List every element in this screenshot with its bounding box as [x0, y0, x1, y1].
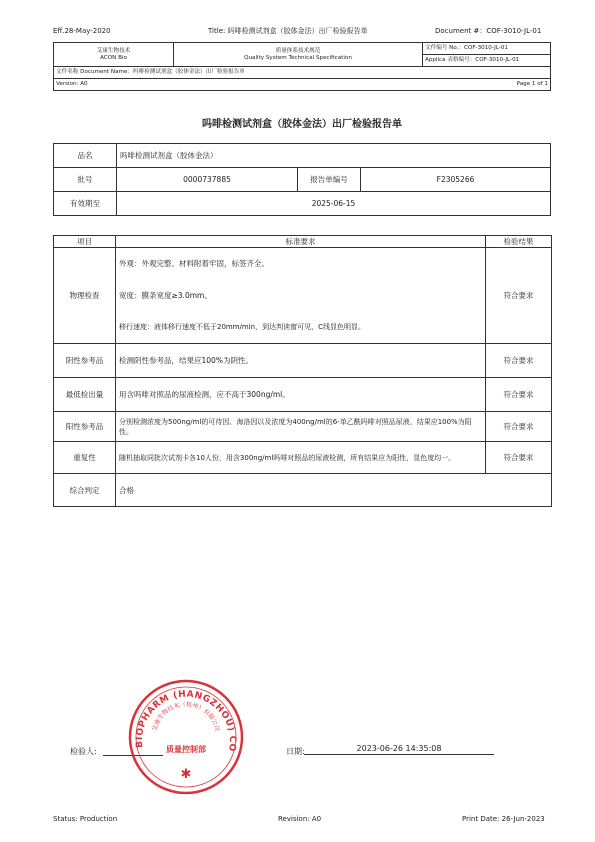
- row-negative-result: 符合要求: [486, 344, 552, 378]
- doc-type-en: Quality System Technical Specification: [244, 54, 352, 61]
- stamp-outer-text: BIOPHARM (HANGZHOU) CO: [134, 689, 238, 753]
- row-positive-result: 符合要求: [486, 412, 552, 442]
- negative-req: 检测阴性参考品，结果应100%为阴性。: [116, 344, 486, 378]
- company-cell: [54, 43, 174, 67]
- info-table: [53, 143, 551, 216]
- row-physical-result: 符合要求: [486, 248, 552, 344]
- version-cell: Version: A0: [54, 79, 423, 91]
- repeat-req: 随机抽取同批次试剂卡各10人份，用含300ng/ml吗啡对照品的尿液检测，所有结果应为阳性，显色度均一。: [116, 442, 486, 474]
- conclusion-value: 合格: [116, 474, 552, 507]
- lod-req: 用含吗啡对照品的尿液检测，应不高于300ng/ml。: [116, 378, 486, 412]
- row-negative-item: 阴性参考品: [54, 344, 116, 378]
- report-no-value: F2305266: [361, 168, 551, 192]
- row-positive-item: 阳性参考品: [54, 412, 116, 442]
- results-table: [53, 235, 552, 507]
- lot-value: 0000737885: [117, 168, 298, 192]
- product-name-value: 吗啡检测试剂盒（胶体金法）: [117, 144, 551, 168]
- positive-req: 分别检测浓度为500ng/ml的可待因、海洛因以及浓度为400ng/ml的6-单乙酰吗啡对照品尿液，结果应100%为阳性。: [116, 412, 486, 442]
- stamp-center-text: 质量控制部: [166, 745, 206, 754]
- physical-req-width: 宽度：膜条宽度≥3.0mm。: [116, 280, 486, 312]
- document-number: Document #：COF-3010-JL-01: [435, 27, 542, 35]
- header-table: [53, 42, 551, 91]
- product-name-label: 品名: [54, 144, 117, 168]
- doc-type-cn: 质量体系技术规范: [275, 47, 321, 54]
- footer-status: Status: Production: [53, 815, 118, 823]
- stamp-inner-text: 艾康生物技术（杭州）有限公司: [151, 701, 221, 732]
- col-header-requirement: 标准要求: [116, 236, 486, 248]
- document-title: Title: 吗啡检测试剂盒（胶体金法）出厂检验报告单: [208, 27, 368, 35]
- date-label: 日期:: [286, 747, 305, 756]
- expiry-value: 2025-06-15: [117, 192, 551, 216]
- page-cell: Page 1 of 1: [423, 79, 551, 91]
- stamp-star-icon: ✱: [180, 767, 192, 782]
- col-header-item: 项目: [54, 236, 116, 248]
- physical-req-speed: 移行速度：液体移行速度不低于20mm/min，到达判读窗可见，C线显色明显。: [116, 312, 486, 344]
- row-lod-result: 符合要求: [486, 378, 552, 412]
- doc-name-cell: 文件名称 Document Name：吗啡检测试剂盒（胶体金法）出厂检验报告单: [54, 67, 551, 79]
- effective-date: Eff.28-May-2020: [53, 27, 111, 35]
- lot-label: 批号: [54, 168, 117, 192]
- doc-no-cell: 文件编号 No.：COF-3010-JL-01: [423, 43, 551, 55]
- col-header-result: 检验结果: [486, 236, 552, 248]
- footer-revision: Revision: A0: [278, 815, 322, 823]
- conclusion-label: 综合判定: [54, 474, 116, 507]
- report-title: 吗啡检测试剂盒（胶体金法）出厂检验报告单: [202, 119, 402, 130]
- sign-date: 2023-06-26 14:35:08: [304, 744, 494, 755]
- inspector-label: 检验人:: [70, 747, 97, 756]
- apply-no-cell: Applica 表格编号：COF-3010-JL-01: [423, 55, 551, 67]
- svg-text:ACON BIOPHARM (HANGZHOU) CO.,: [127, 678, 237, 753]
- expiry-label: 有效期至: [54, 192, 117, 216]
- company-name-cn: 艾康生物技术: [96, 47, 131, 54]
- company-name-en: ACON Bio: [100, 54, 127, 61]
- row-lod-item: 最低检出量: [54, 378, 116, 412]
- row-repeat-result: 符合要求: [486, 442, 552, 474]
- row-repeat-item: 重复性: [54, 442, 116, 474]
- footer-print-date: Print Date: 26-Jun-2023: [462, 815, 545, 823]
- doc-type-cell: [174, 43, 423, 67]
- physical-req-appearance: 外观：外观完整、材料附着牢固，标签齐全。: [116, 248, 486, 280]
- report-no-label: 报告单编号: [298, 168, 361, 192]
- company-stamp: [127, 678, 245, 796]
- row-physical-item: 物理检查: [54, 248, 116, 344]
